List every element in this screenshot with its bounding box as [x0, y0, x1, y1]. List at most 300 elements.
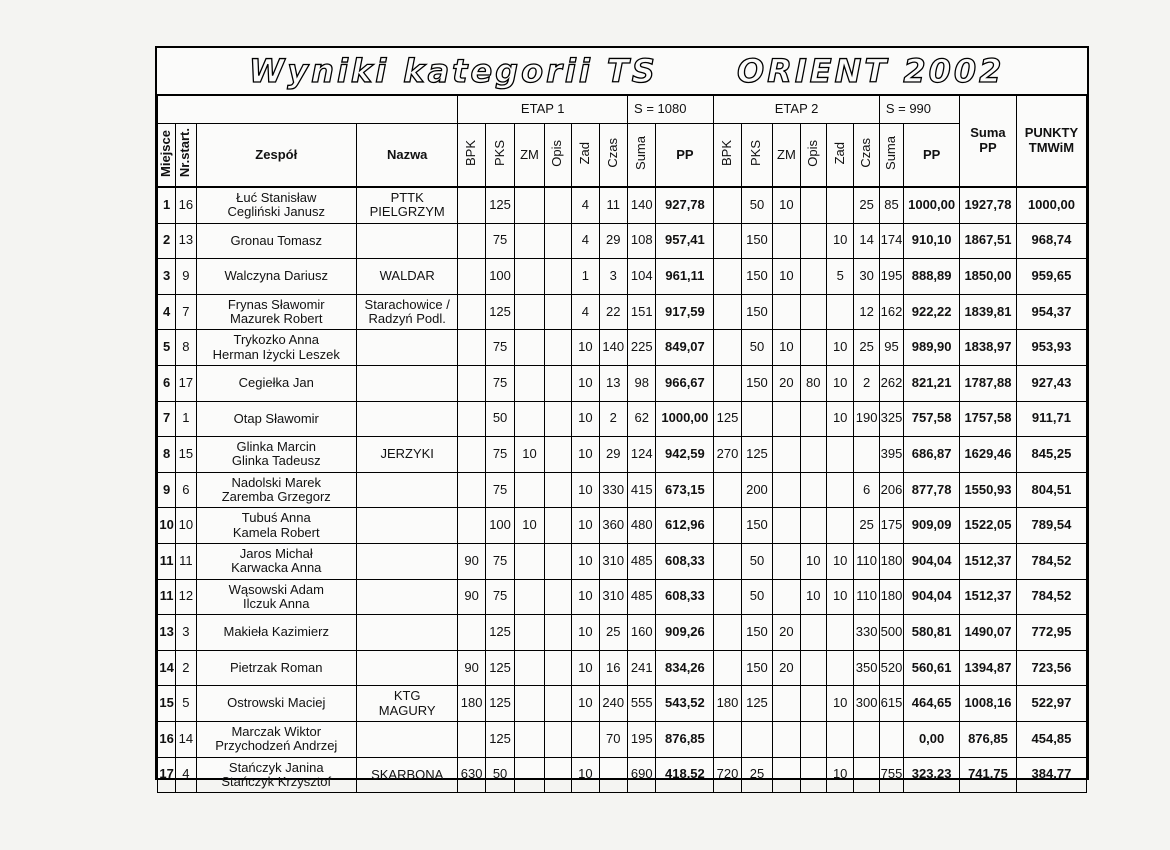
etap1-bpk-cell	[458, 721, 485, 757]
etap2-suma-cell: 206	[879, 472, 903, 508]
etap2-opis-cell	[800, 259, 826, 295]
total-pp-cell: 1850,00	[960, 259, 1017, 295]
etap1-zm-cell	[515, 472, 544, 508]
etap2-zad-cell: 10	[826, 365, 853, 401]
start-number-cell: 13	[176, 223, 196, 259]
etap1-czas-cell: 330	[599, 472, 628, 508]
etap2-pks-cell: 150	[741, 294, 772, 330]
etap2-bpk-cell	[714, 721, 741, 757]
etap1-pp-cell: 543,52	[656, 686, 714, 722]
club-name-cell	[356, 187, 458, 223]
miejsce-header: Miejsce	[158, 124, 176, 188]
etap2-zm-cell: 20	[773, 615, 800, 651]
etap1-czas-cell: 3	[599, 259, 628, 295]
etap2-czas-cell	[854, 757, 879, 793]
team-cell	[196, 365, 356, 401]
team-member-name: Stańczyk Janina	[228, 759, 324, 775]
etap1-zad-cell: 4	[572, 294, 599, 330]
etap1-pks-cell: 75	[485, 365, 514, 401]
etap2-zad-cell: 10	[826, 757, 853, 793]
etap2-zm-cell	[773, 401, 800, 437]
points-cell: 772,95	[1016, 615, 1086, 651]
team-cell	[196, 757, 356, 793]
etap2-zad-cell	[826, 472, 853, 508]
points-cell: 959,65	[1016, 259, 1086, 295]
etap2-zad-cell: 10	[826, 401, 853, 437]
etap2-opis-cell	[800, 686, 826, 722]
club-name-line: JERZYKI	[380, 446, 434, 462]
etap2-opis-cell	[800, 401, 826, 437]
table-row	[158, 615, 1087, 651]
etap1-opis-cell	[544, 508, 571, 544]
start-number-cell: 17	[176, 365, 196, 401]
etap1-zm-cell	[515, 330, 544, 366]
team-cell	[196, 223, 356, 259]
start-number-cell: 5	[176, 686, 196, 722]
etap1-czas-cell: 310	[599, 579, 628, 615]
club-name-cell	[356, 330, 458, 366]
etap2-pp-cell: 821,21	[904, 365, 960, 401]
team-member-name: Trykozko Anna	[233, 332, 319, 348]
table-row	[158, 187, 1087, 223]
etap1-opis-cell	[544, 437, 571, 473]
etap1-suma-cell: 160	[628, 615, 656, 651]
etap2-pks-cell: 25	[741, 757, 772, 793]
club-name-cell	[356, 472, 458, 508]
etap2-zad-cell	[826, 294, 853, 330]
etap1-czas-cell: 360	[599, 508, 628, 544]
etap2-zm-cell: 20	[773, 650, 800, 686]
etap1-bpk-cell	[458, 187, 485, 223]
table-row	[158, 472, 1087, 508]
etap1-zad-cell: 10	[572, 508, 599, 544]
club-name-cell	[356, 615, 458, 651]
etap1-bpk-cell: 180	[458, 686, 485, 722]
etap1-suma-cell: 124	[628, 437, 656, 473]
etap1-pp-cell: 608,33	[656, 579, 714, 615]
etap2-pks-cell: 150	[741, 650, 772, 686]
place-cell: 4	[158, 294, 176, 330]
etap1-opis-cell	[544, 579, 571, 615]
place-cell: 2	[158, 223, 176, 259]
etap1-bpk-cell	[458, 508, 485, 544]
etap1-opis-cell	[544, 187, 571, 223]
points-cell: 454,85	[1016, 721, 1086, 757]
club-name-cell	[356, 259, 458, 295]
etap1-zm-cell	[515, 543, 544, 579]
team-member-name: Kamela Robert	[232, 524, 320, 540]
etap2-header: ETAP 2	[714, 95, 880, 124]
etap1-opis-cell	[544, 757, 571, 793]
etap1-bpk-cell	[458, 223, 485, 259]
etap2-pp-cell: 464,65	[904, 686, 960, 722]
points-cell: 804,51	[1016, 472, 1086, 508]
etap1-pp-cell: 834,26	[656, 650, 714, 686]
team-member-name: Frynas Sławomir	[227, 296, 325, 312]
start-number-cell: 7	[176, 294, 196, 330]
etap1-czas-cell: 240	[599, 686, 628, 722]
etap1-pks-cell: 100	[485, 508, 514, 544]
etap2-zad-cell	[826, 187, 853, 223]
etap1-pks-cell: 75	[485, 437, 514, 473]
etap2-zad-cell: 10	[826, 579, 853, 615]
etap1-pp-cell: 957,41	[656, 223, 714, 259]
etap2-suma-cell: 174	[879, 223, 903, 259]
team-cell	[196, 615, 356, 651]
nr-start-header: Nr.start.	[176, 124, 196, 188]
etap1-zad-cell: 10	[572, 650, 599, 686]
etap1-header: ETAP 1	[458, 95, 628, 124]
place-cell: 15	[158, 686, 176, 722]
etap2-pp-cell: 888,89	[904, 259, 960, 295]
points-cell: 789,54	[1016, 508, 1086, 544]
etap2-suma-cell	[879, 721, 903, 757]
points-cell: 522,97	[1016, 686, 1086, 722]
etap2-zm-cell: 20	[773, 365, 800, 401]
etap1-opis-cell	[544, 650, 571, 686]
team-member-name: Jaros Michał	[239, 545, 313, 561]
etap1-zad-cell: 10	[572, 615, 599, 651]
place-cell: 3	[158, 259, 176, 295]
team-cell	[196, 259, 356, 295]
team-member-name: Cegliński Janusz	[227, 204, 326, 220]
club-name-cell	[356, 721, 458, 757]
e1-zad-header: Zad	[572, 124, 599, 188]
etap1-pp-cell: 849,07	[656, 330, 714, 366]
event-title: ORIENT 2002	[737, 52, 1005, 90]
etap1-pks-cell: 50	[485, 401, 514, 437]
etap2-pks-cell: 150	[741, 615, 772, 651]
etap1-bpk-cell	[458, 365, 485, 401]
etap2-suma-cell: 195	[879, 259, 903, 295]
etap2-pp-cell: 686,87	[904, 437, 960, 473]
place-cell: 11	[158, 579, 176, 615]
etap1-pks-cell: 75	[485, 472, 514, 508]
etap2-bpk-cell	[714, 223, 741, 259]
etap1-opis-cell	[544, 686, 571, 722]
etap2-czas-cell: 190	[854, 401, 879, 437]
points-cell: 927,43	[1016, 365, 1086, 401]
total-pp-cell: 1550,93	[960, 472, 1017, 508]
total-pp-cell: 1512,37	[960, 543, 1017, 579]
results-body	[158, 187, 1087, 793]
points-cell: 968,74	[1016, 223, 1086, 259]
title-row	[157, 48, 1087, 96]
etap1-suma-cell: 98	[628, 365, 656, 401]
etap2-pp-cell: 877,78	[904, 472, 960, 508]
etap2-czas-cell: 6	[854, 472, 879, 508]
etap2-zm-cell	[773, 508, 800, 544]
etap1-suma-cell: 690	[628, 757, 656, 793]
etap1-suma-cell: 225	[628, 330, 656, 366]
team-member-name: Stańczyk Krzysztof	[221, 773, 332, 789]
etap1-pp-cell: 673,15	[656, 472, 714, 508]
start-number-cell: 6	[176, 472, 196, 508]
points-cell: 384,77	[1016, 757, 1086, 793]
etap1-bpk-cell	[458, 294, 485, 330]
suma-pp-header: Suma PP	[960, 95, 1017, 188]
etap2-zm-cell	[773, 437, 800, 473]
total-pp-cell: 1522,05	[960, 508, 1017, 544]
etap1-suma-cell: 108	[628, 223, 656, 259]
club-name-cell	[356, 223, 458, 259]
e1-zm-header: ZM	[515, 124, 544, 188]
etap2-pks-cell: 50	[741, 330, 772, 366]
etap2-pp-cell: 909,09	[904, 508, 960, 544]
etap2-zad-cell	[826, 508, 853, 544]
club-name-line: Radzyń Podl.	[368, 311, 446, 327]
etap1-opis-cell	[544, 615, 571, 651]
etap2-suma-cell: 162	[879, 294, 903, 330]
etap2-suma-cell: 262	[879, 365, 903, 401]
etap1-suma-cell: 195	[628, 721, 656, 757]
etap1-pks-cell: 125	[485, 686, 514, 722]
e1-pp-header: PP	[656, 124, 714, 188]
etap1-pks-cell: 75	[485, 543, 514, 579]
etap2-pp-cell: 580,81	[904, 615, 960, 651]
etap2-czas-cell: 300	[854, 686, 879, 722]
points-cell: 911,71	[1016, 401, 1086, 437]
etap2-opis-cell	[800, 294, 826, 330]
etap2-pp-cell: 560,61	[904, 650, 960, 686]
etap1-zad-cell	[572, 721, 599, 757]
team-cell	[196, 579, 356, 615]
place-cell: 6	[158, 365, 176, 401]
category-title: Wyniki kategorii TS	[249, 52, 658, 90]
etap1-czas-cell: 22	[599, 294, 628, 330]
etap2-zm-cell	[773, 223, 800, 259]
etap2-s-header: S = 990	[879, 95, 959, 124]
etap1-opis-cell	[544, 401, 571, 437]
etap1-czas-cell: 140	[599, 330, 628, 366]
etap2-pp-cell: 1000,00	[904, 187, 960, 223]
etap2-zm-cell: 10	[773, 330, 800, 366]
etap1-pp-cell: 608,33	[656, 543, 714, 579]
etap1-czas-cell: 13	[599, 365, 628, 401]
total-pp-cell: 1512,37	[960, 579, 1017, 615]
etap1-opis-cell	[544, 365, 571, 401]
etap2-czas-cell: 350	[854, 650, 879, 686]
club-name-cell	[356, 650, 458, 686]
total-pp-cell: 1838,97	[960, 330, 1017, 366]
etap2-bpk-cell	[714, 543, 741, 579]
etap1-pks-cell: 125	[485, 721, 514, 757]
place-cell: 5	[158, 330, 176, 366]
etap2-opis-cell	[800, 721, 826, 757]
start-number-cell: 9	[176, 259, 196, 295]
etap1-zm-cell	[515, 187, 544, 223]
etap2-zad-cell: 10	[826, 543, 853, 579]
total-pp-cell: 1839,81	[960, 294, 1017, 330]
club-name-line: KTG	[393, 688, 421, 704]
etap2-czas-cell	[854, 437, 879, 473]
etap2-zm-cell	[773, 721, 800, 757]
e2-zm-header: ZM	[773, 124, 800, 188]
etap2-opis-cell: 10	[800, 543, 826, 579]
total-pp-cell: 1629,46	[960, 437, 1017, 473]
place-cell: 9	[158, 472, 176, 508]
etap1-pks-cell: 75	[485, 223, 514, 259]
table-row	[158, 294, 1087, 330]
etap1-pks-cell: 125	[485, 615, 514, 651]
etap1-zm-cell	[515, 757, 544, 793]
etap2-suma-cell: 180	[879, 579, 903, 615]
etap2-zm-cell	[773, 294, 800, 330]
team-cell	[196, 437, 356, 473]
etap2-czas-cell: 110	[854, 579, 879, 615]
etap2-czas-cell	[854, 721, 879, 757]
etap2-opis-cell: 80	[800, 365, 826, 401]
club-name-cell	[356, 365, 458, 401]
etap2-czas-cell: 30	[854, 259, 879, 295]
start-number-cell: 8	[176, 330, 196, 366]
etap1-czas-cell: 16	[599, 650, 628, 686]
place-cell: 13	[158, 615, 176, 651]
table-row	[158, 223, 1087, 259]
etap1-zm-cell	[515, 223, 544, 259]
etap1-bpk-cell	[458, 472, 485, 508]
etap2-suma-cell: 755	[879, 757, 903, 793]
e2-czas-header: Czas	[854, 124, 879, 188]
total-pp-cell: 876,85	[960, 721, 1017, 757]
etap2-suma-cell: 520	[879, 650, 903, 686]
etap2-bpk-cell: 125	[714, 401, 741, 437]
etap2-pp-cell: 757,58	[904, 401, 960, 437]
start-number-cell: 16	[176, 187, 196, 223]
etap2-opis-cell	[800, 330, 826, 366]
etap2-bpk-cell	[714, 508, 741, 544]
etap2-zm-cell	[773, 757, 800, 793]
etap1-bpk-cell	[458, 259, 485, 295]
team-member-name: Przychodzeń Andrzej	[215, 738, 338, 754]
table-row	[158, 579, 1087, 615]
place-cell: 14	[158, 650, 176, 686]
etap1-bpk-cell	[458, 330, 485, 366]
club-name-cell	[356, 294, 458, 330]
etap2-pks-cell	[741, 401, 772, 437]
e2-pp-header: PP	[904, 124, 960, 188]
points-cell: 784,52	[1016, 543, 1086, 579]
e2-suma-header: Suma	[879, 124, 903, 188]
team-member-name: Wąsowski Adam	[228, 581, 324, 597]
etap1-czas-cell: 70	[599, 721, 628, 757]
etap2-pp-cell: 0,00	[904, 721, 960, 757]
etap1-pp-cell: 942,59	[656, 437, 714, 473]
etap2-opis-cell	[800, 437, 826, 473]
team-cell	[196, 686, 356, 722]
team-cell	[196, 508, 356, 544]
etap1-pks-cell: 125	[485, 294, 514, 330]
team-cell	[196, 294, 356, 330]
etap2-bpk-cell	[714, 615, 741, 651]
total-pp-cell: 1787,88	[960, 365, 1017, 401]
etap1-opis-cell	[544, 259, 571, 295]
etap1-suma-cell: 151	[628, 294, 656, 330]
e2-zad-header: Zad	[826, 124, 853, 188]
etap1-czas-cell: 25	[599, 615, 628, 651]
etap1-zad-cell: 10	[572, 365, 599, 401]
table-row	[158, 650, 1087, 686]
etap1-zm-cell	[515, 294, 544, 330]
etap2-opis-cell	[800, 650, 826, 686]
etap1-pks-cell: 125	[485, 187, 514, 223]
etap1-pp-cell: 612,96	[656, 508, 714, 544]
etap2-zad-cell	[826, 721, 853, 757]
team-member-name: Zaremba Grzegorz	[221, 489, 331, 505]
etap2-bpk-cell	[714, 472, 741, 508]
etap2-bpk-cell	[714, 365, 741, 401]
etap2-pks-cell: 150	[741, 259, 772, 295]
etap1-suma-cell: 480	[628, 508, 656, 544]
table-row	[158, 259, 1087, 295]
etap2-suma-cell: 95	[879, 330, 903, 366]
table-row	[158, 686, 1087, 722]
table-row	[158, 721, 1087, 757]
start-number-cell: 4	[176, 757, 196, 793]
team-member-name: Walczyna Dariusz	[224, 268, 329, 284]
team-member-name: Cegiełka Jan	[238, 375, 314, 391]
start-number-cell: 12	[176, 579, 196, 615]
table-row	[158, 508, 1087, 544]
club-name-cell	[356, 757, 458, 793]
etap2-bpk-cell: 180	[714, 686, 741, 722]
etap1-pks-cell: 50	[485, 757, 514, 793]
e1-pks-header: PKS	[485, 124, 514, 188]
etap1-zad-cell: 10	[572, 757, 599, 793]
etap2-pp-cell: 904,04	[904, 579, 960, 615]
etap2-zad-cell: 10	[826, 330, 853, 366]
etap2-bpk-cell	[714, 294, 741, 330]
etap1-czas-cell: 2	[599, 401, 628, 437]
header-blank	[158, 95, 458, 124]
club-name-cell	[356, 543, 458, 579]
team-member-name: Ilczuk Anna	[243, 595, 310, 611]
etap1-bpk-cell	[458, 437, 485, 473]
etap2-suma-cell: 85	[879, 187, 903, 223]
etap1-czas-cell: 310	[599, 543, 628, 579]
etap1-zad-cell: 10	[572, 401, 599, 437]
team-member-name: Ostrowski Maciej	[227, 695, 326, 711]
etap2-pks-cell: 200	[741, 472, 772, 508]
etap1-zad-cell: 10	[572, 686, 599, 722]
etap2-pks-cell: 50	[741, 579, 772, 615]
etap2-zad-cell	[826, 615, 853, 651]
etap2-zm-cell	[773, 579, 800, 615]
table-row	[158, 437, 1087, 473]
team-cell	[196, 721, 356, 757]
etap1-pks-cell: 75	[485, 579, 514, 615]
table-row	[158, 365, 1087, 401]
club-name-cell	[356, 508, 458, 544]
team-member-name: Karwacka Anna	[231, 560, 322, 576]
place-cell: 10	[158, 508, 176, 544]
etap1-zad-cell: 10	[572, 437, 599, 473]
points-cell: 784,52	[1016, 579, 1086, 615]
start-number-cell: 1	[176, 401, 196, 437]
etap2-pks-cell: 150	[741, 508, 772, 544]
nazwa-header: Nazwa	[356, 124, 458, 188]
team-member-name: Glinka Marcin	[236, 439, 316, 455]
team-member-name: Makieła Kazimierz	[223, 624, 329, 640]
club-name-line: PIELGRZYM	[369, 204, 445, 220]
etap1-zad-cell: 10	[572, 543, 599, 579]
e1-suma-header: Suma	[628, 124, 656, 188]
etap1-suma-cell: 140	[628, 187, 656, 223]
etap1-zm-cell: 10	[515, 437, 544, 473]
etap1-zm-cell	[515, 365, 544, 401]
etap1-zm-cell	[515, 615, 544, 651]
place-cell: 7	[158, 401, 176, 437]
